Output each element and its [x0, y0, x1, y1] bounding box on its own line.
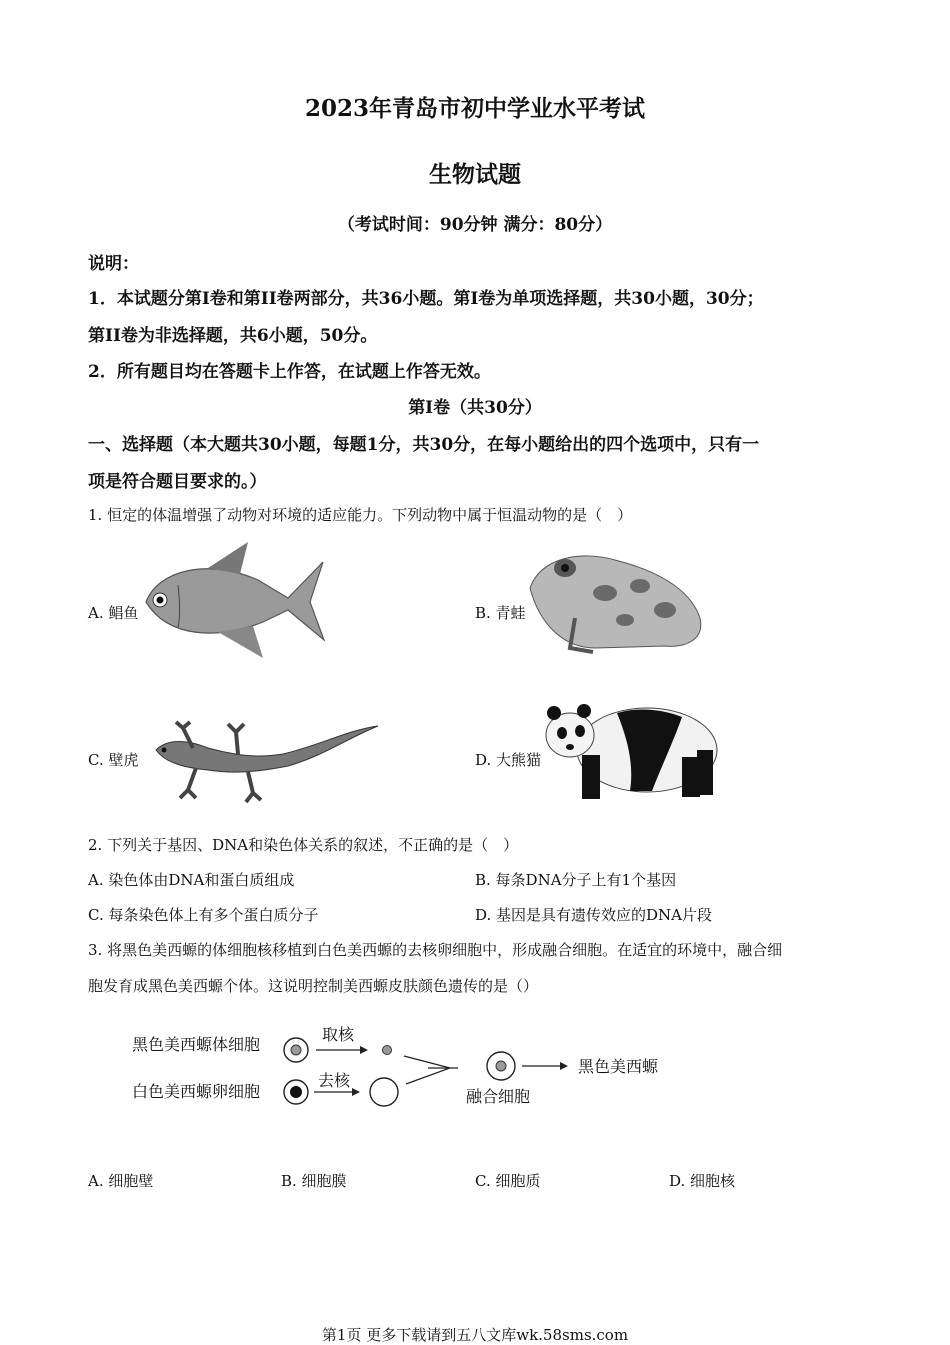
fusion-lines: [404, 1056, 450, 1084]
instruction-1-line2: 第II卷为非选择题，共6小题，50分。: [88, 326, 378, 346]
q1-option-d: D. 大熊猫: [475, 751, 542, 769]
fused-cell-label: 融合细胞: [466, 1087, 531, 1106]
white-cell-label: 白色美西螈卵细胞: [132, 1082, 261, 1101]
panda-image: [542, 695, 722, 805]
q1-option-c: C. 壁虎: [88, 751, 139, 769]
frog-image: [525, 548, 710, 658]
instruction-1-line1: 1．本试题分第I卷和第II卷两部分，共36小题。第I卷为单项选择题，共30小题，30分；: [88, 289, 764, 309]
q2-option-d: D. 基因是具有遗传效应的DNA片段: [475, 906, 713, 924]
volume-heading: 第I卷（共30分）: [408, 398, 542, 418]
black-body-cell: [284, 1038, 308, 1062]
extracted-nucleus: [383, 1046, 392, 1055]
enucleated-egg: [370, 1078, 398, 1106]
exam-title: 2023年青岛市初中学业水平考试: [304, 95, 645, 122]
q3-stem-line2: 胞发育成黑色美西螈个体。这说明控制美西螈皮肤颜色遗传的是（）: [88, 977, 539, 995]
take-nucleus-label: 取核: [322, 1025, 355, 1044]
exam-subtitle: 生物试题: [429, 161, 521, 188]
q2-option-c: C. 每条染色体上有多个蛋白质分子: [88, 906, 319, 924]
black-cell-label: 黑色美西螈体细胞: [132, 1035, 261, 1054]
white-egg-cell: [284, 1080, 308, 1104]
nuclear-transfer-diagram: [128, 1018, 688, 1118]
q3-option-c: C. 细胞质: [475, 1172, 541, 1190]
q1-option-a: A. 鲳鱼: [88, 604, 139, 622]
q3-option-b: B. 细胞膜: [281, 1172, 347, 1190]
q3-option-a: A. 细胞壁: [88, 1172, 154, 1190]
result-label: 黑色美西螈: [578, 1057, 659, 1076]
exam-info: （考试时间：90分钟 满分：80分）: [337, 215, 613, 235]
remove-nucleus-label: 去核: [318, 1071, 351, 1090]
page-footer: 第1页 更多下载请到五八文库wk.58sms.com: [321, 1326, 629, 1344]
gecko-image: [148, 718, 383, 808]
q2-option-b: B. 每条DNA分子上有1个基因: [475, 871, 677, 889]
q2-stem: 2. 下列关于基因、DNA和染色体关系的叙述，不正确的是（ ）: [88, 836, 519, 854]
section-heading-line1: 一、选择题（本大题共30小题，每题1分，共30分，在每小题给出的四个选项中，只有一: [88, 435, 760, 455]
q1-option-b: B. 青蛙: [475, 604, 526, 622]
instructions-heading: 说明：: [88, 254, 139, 274]
q3-option-d: D. 细胞核: [669, 1172, 736, 1190]
q1-stem: 1. 恒定的体温增强了动物对环境的适应能力。下列动物中属于恒温动物的是（ ）: [88, 506, 633, 524]
instruction-2: 2．所有题目均在答题卡上作答，在试题上作答无效。: [88, 362, 491, 382]
fused-cell: [487, 1052, 515, 1080]
pomfret-fish-image: [138, 540, 328, 660]
q3-stem-line1: 3. 将黑色美西螈的体细胞核移植到白色美西螈的去核卵细胞中，形成融合细胞。在适宜的环境中，融合细: [88, 941, 783, 959]
q2-option-a: A. 染色体由DNA和蛋白质组成: [88, 871, 295, 889]
section-heading-line2: 项是符合题目要求的。）: [88, 472, 267, 492]
